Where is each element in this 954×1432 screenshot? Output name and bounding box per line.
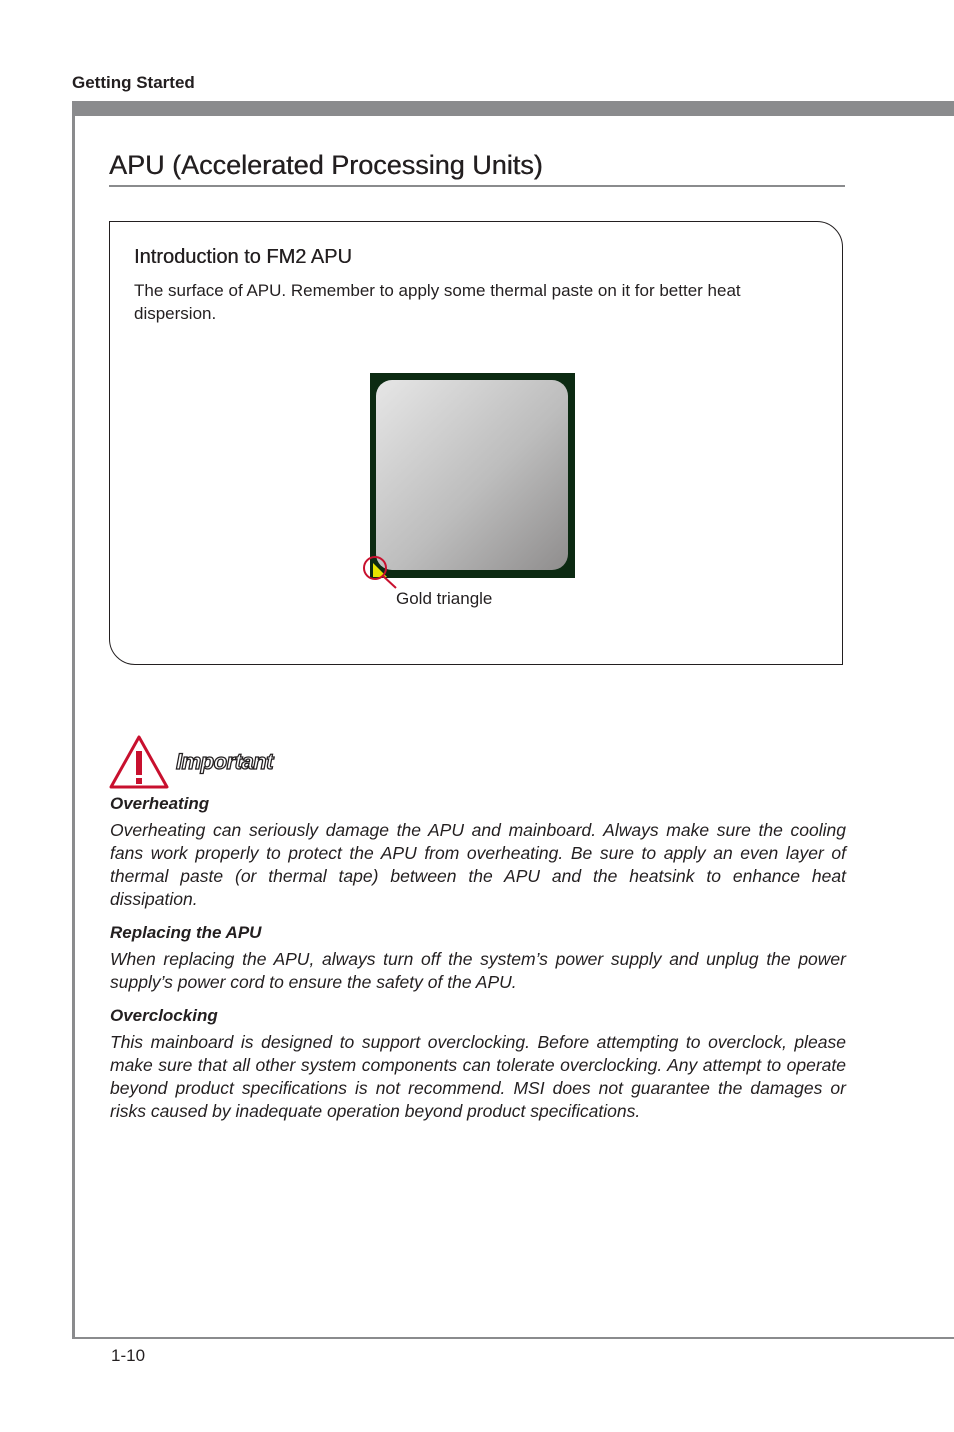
- note-title-overclocking: Overclocking: [110, 1006, 218, 1025]
- note-title-overheating: Overheating: [110, 794, 210, 813]
- top-bar: [72, 101, 954, 116]
- apu-illustration: [360, 370, 590, 590]
- left-rule: [72, 101, 75, 1339]
- note-body-replacing: When replacing the APU, always turn off the system’s power supply and unplug the power supply’s power cord to ensure the safety of the APU.: [110, 949, 846, 992]
- title-divider: [109, 185, 845, 187]
- section-label: Getting Started: [72, 73, 195, 92]
- apu-heat-spreader: [376, 380, 568, 570]
- note-body-overclocking: This mainboard is designed to support overclocking. Before attempting to overclock, please make sure that all other system components can tolerate overclocking. Any attempt to operate beyond product specifications is not recommend. MSI does not guarantee the damages or risks caused by inadequate operation beyond product specifications.: [110, 1032, 846, 1121]
- intro-heading: Introduction to FM2 APU: [134, 246, 352, 268]
- important-label: Important: [176, 749, 273, 774]
- page-title: APU (Accelerated Processing Units): [109, 150, 543, 180]
- note-body-overheating: Overheating can seriously damage the APU and mainboard. Always make sure the cooling fans work properly to protect the APU from overheating. Be sure to apply an even layer of thermal paste (or thermal tape) between the APU and the heatsink to enhance heat dissipation.: [110, 820, 846, 909]
- intro-text: The surface of APU. Remember to apply some thermal paste on it for better heat dispersion.: [134, 281, 741, 323]
- page-number: 1-10: [111, 1346, 146, 1365]
- bottom-rule: [72, 1337, 954, 1339]
- warning-triangle-icon: [109, 735, 169, 789]
- note-title-replacing: Replacing the APU: [110, 923, 262, 942]
- figure-caption: Gold triangle: [396, 589, 493, 608]
